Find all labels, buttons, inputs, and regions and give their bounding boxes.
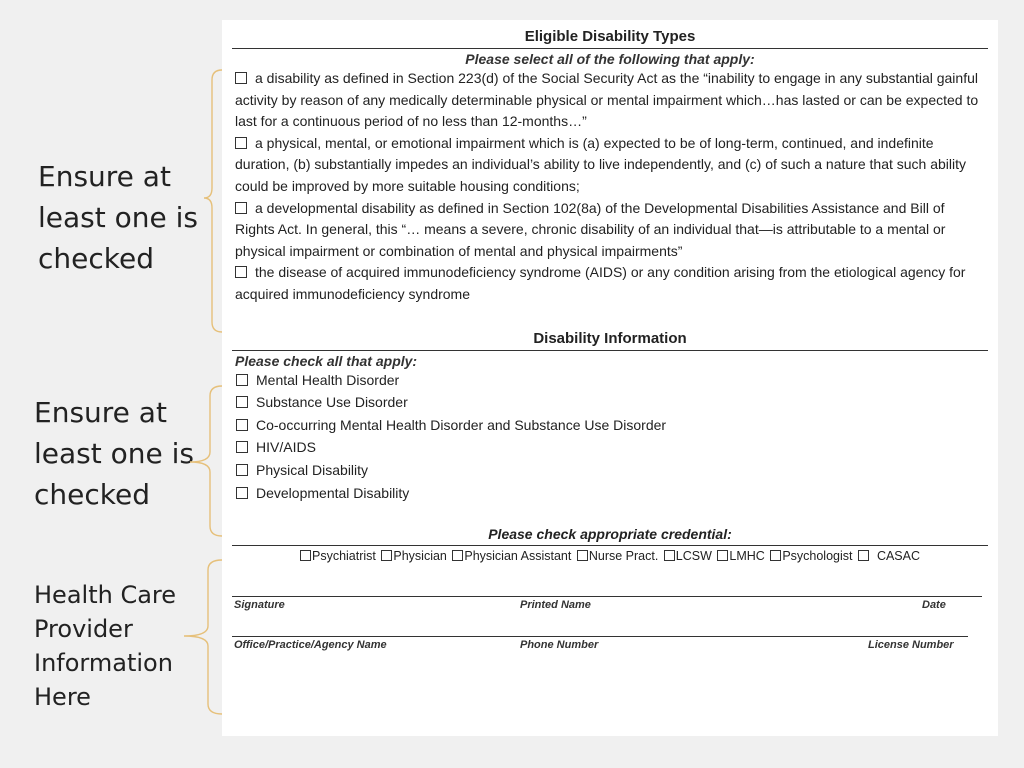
disability-info-list — [232, 369, 988, 505]
credential-label: LCSW — [675, 549, 712, 564]
credential-option — [664, 549, 712, 563]
disability-info-subtitle: Please check all that apply: — [235, 352, 418, 369]
credential-option — [717, 549, 764, 563]
office-label: Office/Practice/Agency Name — [234, 639, 387, 652]
checkbox[interactable] — [236, 441, 248, 453]
checkbox[interactable] — [452, 550, 463, 561]
credential-label: CASAC — [876, 549, 921, 564]
disability-option — [236, 391, 988, 414]
eligible-subtitle: Please select all of the following that apply: — [465, 51, 755, 67]
disability-option — [236, 459, 988, 482]
office-line[interactable] — [232, 613, 968, 637]
checkbox[interactable] — [858, 550, 869, 561]
disability-info-title: Disability Information — [232, 322, 988, 351]
note-line: Provider — [34, 615, 133, 643]
disability-option — [236, 414, 988, 437]
credential-title: Please check appropriate credential: — [232, 518, 988, 546]
eligible-item — [235, 133, 988, 198]
note-line: Here — [34, 683, 91, 711]
eligible-item — [235, 198, 988, 263]
eligible-item — [235, 68, 988, 133]
printed-name-label: Printed Name — [520, 599, 591, 612]
credential-option — [452, 549, 571, 563]
brace-provider — [184, 560, 222, 714]
brace-disability — [190, 386, 222, 536]
eligible-item-text: a physical, mental, or emotional impairment which is (a) expected to be of long-term, continued, and indefinite duration, (b) substantially impedes an individual’s ability to live independently, and (c) of such a nature that such ability could be improved by more suitable housing conditions; — [235, 134, 967, 194]
checkbox[interactable] — [577, 550, 588, 561]
checkbox[interactable] — [381, 550, 392, 561]
brace-eligible — [204, 70, 222, 332]
form-page — [222, 20, 998, 736]
note-line: Ensure at — [34, 396, 167, 429]
credential-label: LMHC — [729, 549, 765, 564]
note-line: checked — [34, 478, 150, 511]
checkbox[interactable] — [235, 266, 247, 278]
disability-option — [236, 369, 988, 392]
note-line: Ensure at — [38, 160, 171, 193]
checkbox[interactable] — [770, 550, 781, 561]
checkbox[interactable] — [236, 374, 248, 386]
credential-label: Physician — [393, 549, 447, 564]
eligible-list — [232, 67, 988, 306]
signature-label: Signature — [234, 599, 285, 612]
credential-option — [858, 549, 920, 563]
credential-label: Physician Assistant — [464, 549, 572, 564]
credential-label: Psychiatrist — [311, 549, 376, 564]
credential-option — [770, 549, 852, 563]
option-label: Co-occurring Mental Health Disorder and Substance Use Disorder — [256, 416, 667, 433]
signature-labels — [232, 597, 988, 613]
checkbox[interactable] — [235, 72, 247, 84]
date-label: Date — [922, 599, 946, 612]
credential-label: Nurse Pract. — [588, 549, 659, 564]
office-labels — [232, 637, 988, 653]
eligible-item-text: a disability as defined in Section 223(d) of the Social Security Act as the “inability to engage in any substantial gainful activity by reason of any medically determinable physical or mental impairment which…has lasted or can be expected to last for a continuous period of no less than 12-months…” — [235, 70, 979, 130]
signature-line[interactable] — [232, 563, 982, 597]
option-label: Physical Disability — [256, 461, 369, 478]
checkbox[interactable] — [235, 137, 247, 149]
credential-options — [232, 546, 988, 563]
option-label: Developmental Disability — [256, 484, 410, 501]
license-label: License Number — [868, 639, 954, 652]
credential-option — [577, 549, 658, 563]
note-line: Health Care — [34, 581, 177, 609]
checkbox[interactable] — [236, 464, 248, 476]
credential-option — [300, 549, 376, 563]
credential-label: Psychologist — [782, 549, 853, 564]
note-line: least one is — [38, 201, 199, 234]
checkbox[interactable] — [300, 550, 311, 561]
option-label: Substance Use Disorder — [256, 394, 408, 411]
option-label: HIV/AIDS — [256, 439, 316, 456]
eligible-title: Eligible Disability Types — [232, 20, 988, 49]
note-line: Information — [34, 649, 173, 677]
checkbox[interactable] — [664, 550, 675, 561]
checkbox[interactable] — [717, 550, 728, 561]
option-label: Mental Health Disorder — [256, 371, 400, 388]
checkbox[interactable] — [236, 487, 248, 499]
disability-option — [236, 482, 988, 505]
checkbox[interactable] — [236, 396, 248, 408]
annotation-braces — [0, 0, 240, 768]
eligible-item-text: a developmental disability as defined in Section 102(8a) of the Developmental Disabilities Assistance and Bill of Rights Act. In general, this “… means a severe, chronic disability of an individual that—is attributable to a mental or physical impairment or combination of mental and physical impairments” — [235, 199, 946, 259]
disability-option — [236, 436, 988, 459]
eligible-item — [235, 262, 988, 305]
note-line: checked — [38, 242, 154, 275]
credential-option — [381, 549, 447, 563]
checkbox[interactable] — [236, 419, 248, 431]
checkbox[interactable] — [235, 202, 247, 214]
phone-label: Phone Number — [520, 639, 599, 652]
note-line: least one is — [34, 437, 195, 470]
eligible-item-text: the disease of acquired immunodeficiency syndrome (AIDS) or any condition arising from the etiological agency for acquired immunodeficiency syndrome — [235, 264, 966, 302]
